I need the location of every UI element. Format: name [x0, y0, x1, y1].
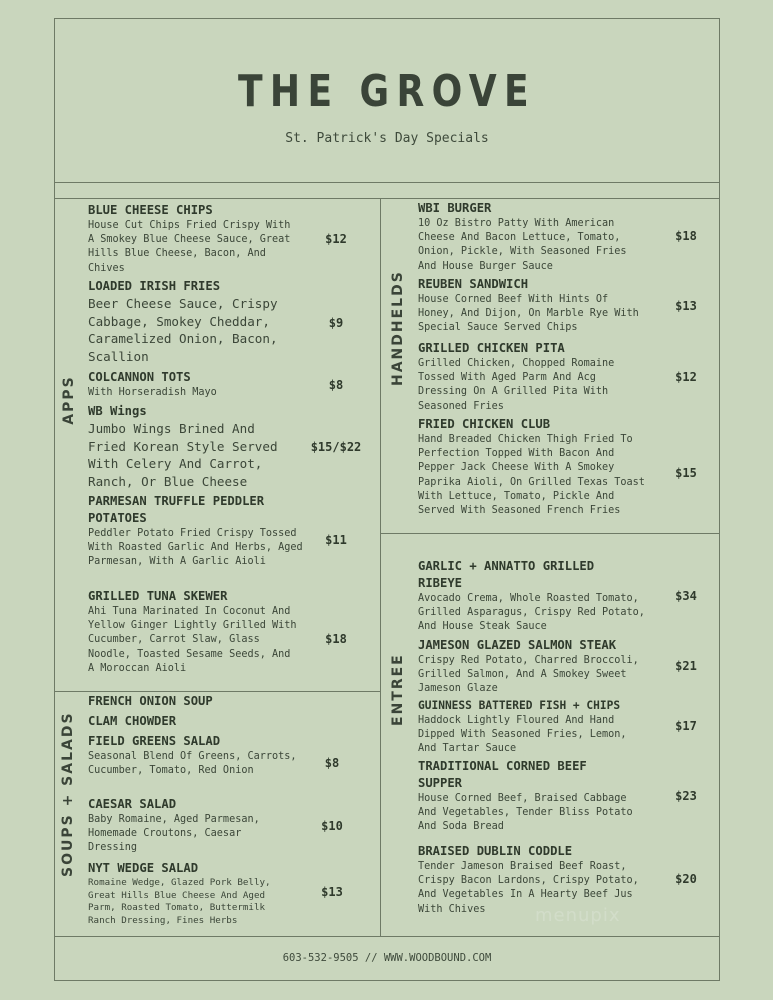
item-name-line2: RIBEYE — [418, 576, 463, 590]
item-name: WB Wings — [88, 404, 147, 418]
item-name: GRILLED TUNA SKEWER — [88, 589, 228, 603]
item-description: Baby Romaine, Aged Parmesan, Homemade Croutons, Caesar Dressing — [88, 814, 260, 854]
item-description: Tender Jameson Braised Beef Roast, Crispy Bacon Lardons, Crispy Potato, And Vegetables In A Hearty Beef Jus With Chives — [418, 861, 639, 915]
item-description: House Cut Chips Fried Crispy With A Smokey Blue Cheese Sauce, Great Hills Blue Cheese, Bacon, And Chives — [88, 220, 291, 274]
item-name: LOADED IRISH FRIES — [88, 279, 221, 293]
menu-item — [418, 637, 658, 697]
item-price: $21 — [675, 659, 697, 673]
item-price: $17 — [675, 719, 697, 733]
watermark-logo: menupix — [535, 905, 621, 926]
item-description: House Corned Beef, Braised Cabbage And Vegetables, Tender Bliss Potato And Soda Bread — [418, 793, 633, 833]
item-price: $23 — [675, 789, 697, 803]
item-name: CLAM CHOWDER — [88, 714, 177, 728]
menu-item — [88, 202, 298, 276]
item-description: Romaine Wedge, Glazed Pork Belly, Great Hills Blue Cheese And Aged Parm, Roasted Tomato, Buttermilk Ranch Dressing, Fines Herbs — [88, 877, 271, 926]
item-name-line2: SUPPER — [418, 776, 463, 790]
item-description: House Corned Beef With Hints Of Honey, And Dijon, On Marble Rye With Special Sauce Served Chips — [418, 294, 639, 334]
item-description: Seasonal Blend Of Greens, Carrots, Cucumber, Tomato, Red Onion — [88, 751, 297, 777]
item-price: $15/$22 — [310, 440, 362, 454]
item-name: FRIED CHICKEN CLUB — [418, 417, 551, 431]
footer-contact: 603-532-9505 // WWW.WOODBOUND.COM — [282, 952, 492, 964]
menu-item — [88, 369, 298, 400]
item-name: BRAISED DUBLIN CODDLE — [418, 844, 573, 858]
item-name: BLUE CHEESE CHIPS — [88, 203, 213, 217]
item-price: $12 — [675, 370, 697, 384]
item-description: With Horseradish Mayo — [88, 387, 217, 398]
item-price: $10 — [321, 819, 343, 833]
menu-item — [88, 588, 298, 676]
section-label-soups-salads: SOUPS + SALADS — [60, 711, 76, 877]
menu-item — [418, 200, 650, 274]
section-label-apps: APPS — [61, 375, 77, 425]
item-description: Haddock Lightly Floured And Hand Dipped With Seasoned Fries, Lemon, And Tartar Sauce — [418, 715, 627, 755]
item-name: PARMESAN TRUFFLE PEDDLER — [88, 494, 265, 508]
item-price: $15 — [675, 466, 697, 480]
item-name: GRILLED CHICKEN PITA — [418, 341, 565, 355]
divider-header — [54, 182, 720, 183]
item-name: COLCANNON TOTS — [88, 370, 191, 384]
item-name: GUINNESS BATTERED FISH + CHIPS — [418, 699, 621, 712]
item-name: FIELD GREENS SALAD — [88, 734, 221, 748]
item-price: $13 — [321, 885, 343, 899]
item-description: 10 Oz Bistro Patty With American Cheese And Bacon Lettuce, Tomato, Onion, Pickle, With Seasoned Fries And House Burger Sauce — [418, 218, 627, 272]
item-price: $13 — [675, 299, 697, 313]
item-name: CAESAR SALAD — [88, 797, 177, 811]
item-name-line2: POTATOES — [88, 511, 147, 525]
menu-item — [418, 340, 650, 414]
menu-item — [418, 758, 650, 835]
menu-item — [88, 796, 278, 856]
menu-subtitle: St. Patrick's Day Specials — [285, 131, 489, 146]
menu-item — [418, 416, 650, 518]
menu-item — [418, 276, 650, 336]
item-price: $8 — [328, 378, 344, 392]
item-price: $20 — [675, 872, 697, 886]
item-price: $18 — [675, 229, 697, 243]
menu-item — [88, 493, 303, 570]
menu-item — [88, 403, 298, 490]
divider-columns — [380, 198, 381, 936]
menu-item — [418, 558, 650, 635]
item-description: Grilled Chicken, Chopped Romaine Tossed With Aged Parm And Acg Dressing On A Grilled Pita With Seasoned Fries — [418, 358, 615, 412]
item-description: Peddler Potato Fried Crispy Tossed With Roasted Garlic And Herbs, Aged Parmesan, With A Garlic Aioli — [88, 528, 303, 568]
menu-item — [88, 860, 288, 927]
item-description: Avocado Crema, Whole Roasted Tomato, Grilled Asparagus, Crispy Red Potato, And House Steak Sauce — [418, 593, 645, 633]
item-name: FRENCH ONION SOUP — [88, 694, 213, 708]
item-price: $34 — [675, 589, 697, 603]
section-label-entree: ENTREE — [390, 653, 406, 726]
item-name: TRADITIONAL CORNED BEEF — [418, 759, 587, 773]
menu-item — [88, 733, 298, 778]
item-description: Ahi Tuna Marinated In Coconut And Yellow Ginger Lightly Grilled With Cucumber, Carrot Slaw, Glass Noodle, Toasted Sesame Seeds, And A Moroccan Aioli — [88, 606, 297, 674]
menu-item — [88, 713, 298, 730]
item-price: $9 — [328, 316, 344, 330]
item-name: NYT WEDGE SALAD — [88, 861, 199, 875]
item-name: WBI BURGER — [418, 201, 492, 215]
divider-apps-soups — [54, 691, 380, 692]
restaurant-title: THE GROVE — [237, 66, 537, 117]
menu-item — [88, 693, 298, 710]
item-name: JAMESON GLAZED SALMON STEAK — [418, 638, 617, 652]
divider-footer — [54, 936, 720, 937]
section-label-handhelds: HANDHELDS — [390, 270, 406, 386]
item-name: GARLIC + ANNATTO GRILLED — [418, 559, 595, 573]
item-price: $12 — [325, 232, 347, 246]
menu-item — [88, 278, 294, 365]
item-price: $11 — [325, 533, 347, 547]
item-description: Beer Cheese Sauce, Crispy Cabbage, Smokey Cheddar, Caramelized Onion, Bacon, Scallion — [88, 296, 278, 364]
menu-item — [418, 697, 650, 757]
divider-handhelds-entree — [380, 533, 720, 534]
item-price: $18 — [325, 632, 347, 646]
divider-header-2 — [54, 198, 720, 199]
item-description: Jumbo Wings Brined And Fried Korean Style Served With Celery And Carrot, Ranch, Or Blue Cheese — [88, 421, 278, 489]
item-description: Crispy Red Potato, Charred Broccoli, Grilled Salmon, And A Smokey Sweet Jameson Glaze — [418, 655, 639, 695]
item-name: REUBEN SANDWICH — [418, 277, 529, 291]
item-description: Hand Breaded Chicken Thigh Fried To Perfection Topped With Bacon And Pepper Jack Cheese With A Smokey Paprika Aioli, On Grilled Texas Toast With Lettuce, Tomato, Pickle And Served With Seasoned French Fries — [418, 434, 645, 517]
item-price: $8 — [324, 756, 340, 770]
